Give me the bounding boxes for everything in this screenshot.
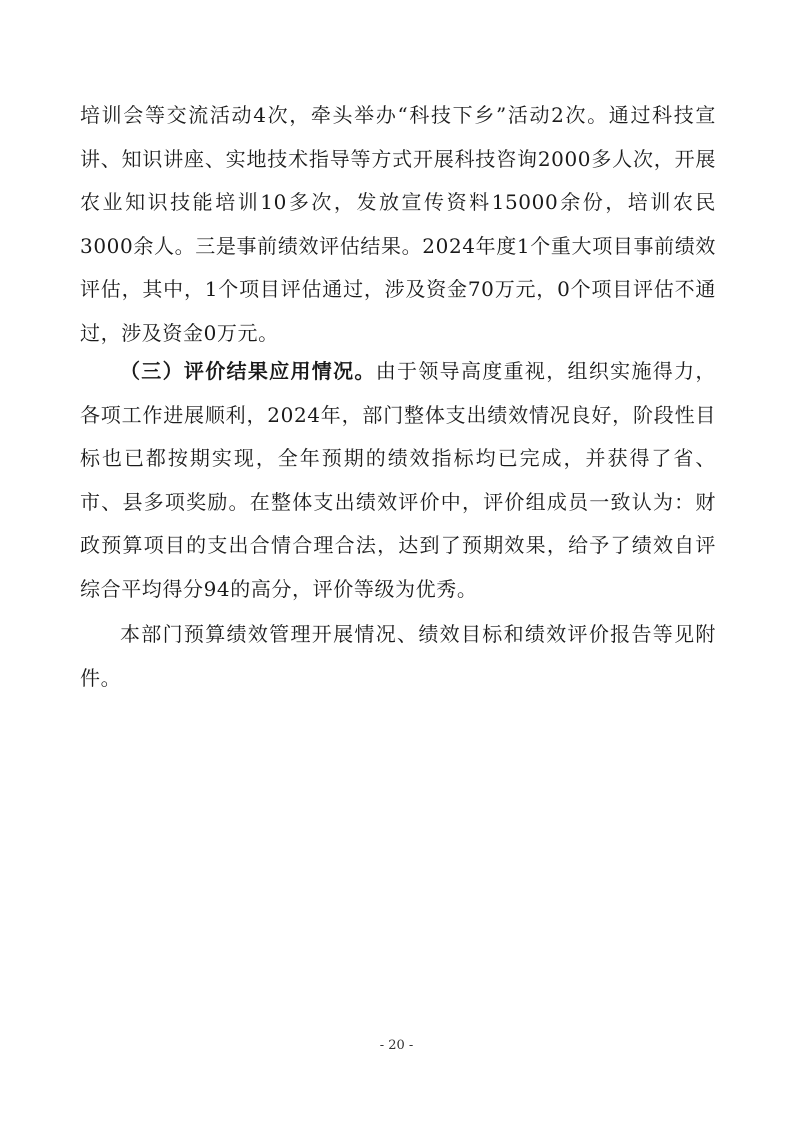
paragraph-attachment-note [80, 613, 716, 700]
page-number: - 20 - [379, 1038, 414, 1053]
paragraph-2 [80, 350, 716, 611]
paragraph-evaluation-results [80, 350, 716, 611]
paragraph-2-body: 由于领导高度重视，组织实施得力，各项工作进展顺利，2024年，部门整体支出绩效情况良好，阶段性目标也已都按期实现，全年预期的绩效指标均已完成，并获得了省、市、县多项奖励。在整体支出绩效评价中，评价组成员一致认为：财政预算项目的支出合情合理合法，达到了预期效果，给予了绩效自评综合平均得分94的高分，评价等级为优秀。 [80, 359, 716, 601]
section-heading: （三）评价结果应用情况。 [120, 359, 376, 383]
paragraph-1-text: 培训会等交流活动4次，牵头举办“科技下乡”活动2次。通过科技宣讲、知识讲座、实地技术指导等方式开展科技咨询2000多人次，开展农业知识技能培训10多次，发放宣传资料15000余份，培训农民3000余人。三是事前绩效评估结果。2024年度1个重大项目事前绩效评估，其中，1个项目评估通过，涉及资金70万元，0个项目评估不通过，涉及资金0万元。 [80, 103, 716, 345]
paragraph-continuation [80, 94, 716, 355]
paragraph-3-text: 本部门预算绩效管理开展情况、绩效目标和绩效评价报告等见附件。 [80, 622, 716, 690]
